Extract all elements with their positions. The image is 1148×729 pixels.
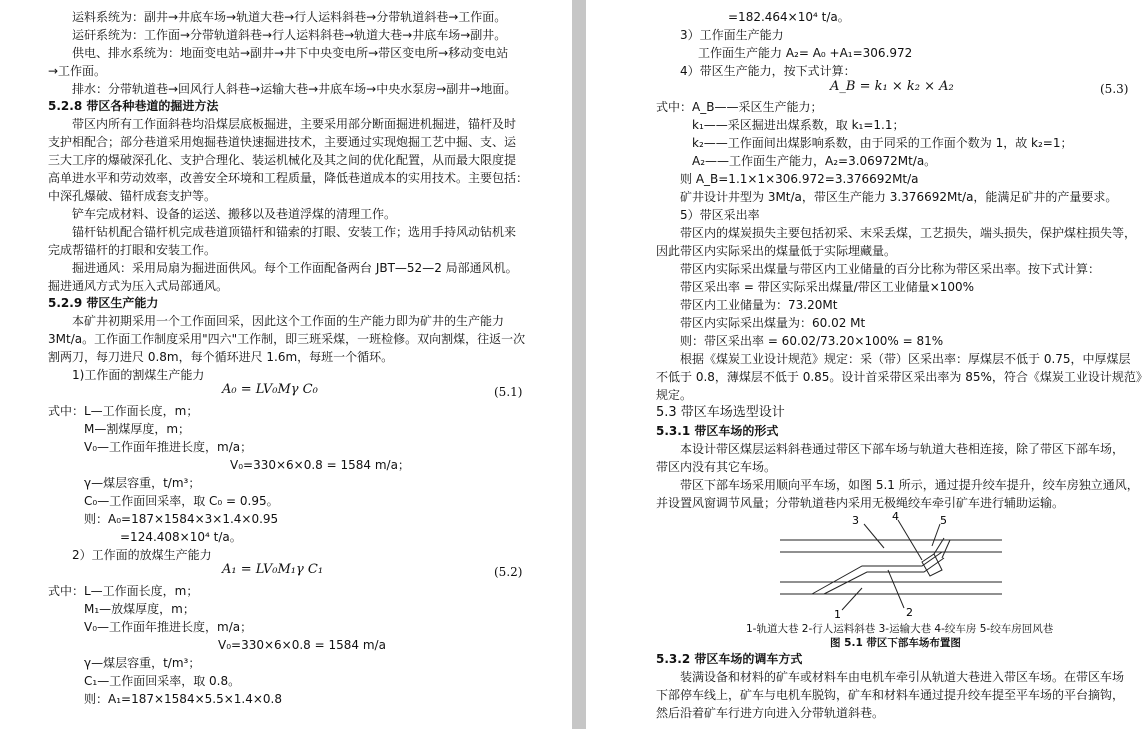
leader-line <box>842 588 862 610</box>
text-line: V₀=330×6×0.8 = 1584 m/a <box>218 638 386 652</box>
text-line: A₂——工作面生产能力，A₂=3.06972Mt/a。 <box>692 154 937 168</box>
text-line: 割两刀，每刀进尺 0.8m，每个循环进尺 1.6m，每班一个循环。 <box>48 350 394 364</box>
text-line: 5）带区采出率 <box>680 208 760 222</box>
text-line: 带区内的煤炭损失主要包括初采、末采丢煤，工艺损失，端头损失，保护煤柱损失等， <box>680 226 1137 240</box>
text-line: M₁—放煤厚度，m； <box>84 602 195 616</box>
figure-label: 4 <box>892 510 899 523</box>
equation-number: (5.1) <box>494 385 523 399</box>
text-line: 本设计带区煤层运料斜巷通过带区下部车场与轨道大巷相连接，除了带区下部车场， <box>680 442 1125 456</box>
text-line: 排水：分带轨道巷→回风行人斜巷→运输大巷→井底车场→中央水泵房→副井→地面。 <box>72 82 517 96</box>
right-page <box>586 0 1148 729</box>
text-line: 带区内所有工作面斜巷均沿煤层底板掘进，主要采用部分断面掘进机掘进，锚杆及时 <box>72 117 517 131</box>
text-line: 供电、排水系统为：地面变电站→副井→井下中央变电所→带区变电所→移动变电站 <box>72 46 509 60</box>
text-line: 下部停车线上，矿车与电机车脱钩，矿车和材料车通过提升绞车提至平车场的平台摘钩， <box>656 688 1125 702</box>
winch-room <box>922 554 942 576</box>
text-line: 带区内实际采出煤量与带区内工业储量的百分比称为带区采出率。按下式计算： <box>680 262 1101 276</box>
text-line: 4）带区生产能力，按下式计算： <box>680 64 856 78</box>
text-line: 三大工序的爆破深孔化、支护合理化、装运机械化及其之间的优化配置，从而最大限度提 <box>48 153 517 167</box>
text-line: 3Mt/a。工作面工作制度采用"四六"工作制，即三班采煤，一班检修。双向割煤，往返一次 <box>48 332 526 346</box>
figure-label: 2 <box>906 606 913 619</box>
formula-5-1: A₀ = LV₀Mγ C₀ <box>222 382 318 397</box>
left-page <box>0 0 572 729</box>
figure-legend: 1-轨道大巷 2-行人运料斜巷 3-运输大巷 4-绞车房 5-绞车房回风巷 <box>746 623 1054 635</box>
text-line: 则：带区采出率 = 60.02/73.20×100% = 81% <box>680 334 944 348</box>
text-line: M—割煤厚度，m； <box>84 422 191 436</box>
text-line: γ—煤层容重，t/m³； <box>84 656 201 670</box>
formula-5-2: A₁ = LV₀M₁γ C₁ <box>222 562 324 577</box>
text-line: 1)工作面的割煤生产能力 <box>72 368 205 382</box>
text-line: 根据《煤炭工业设计规范》规定：采（带）区采出率：厚煤层不低于 0.75，中厚煤层 <box>680 352 1131 366</box>
text-line: 不低于 0.8，薄煤层不低于 0.85。设计首采带区采出率为 85%，符合《煤炭工业设计规范》 <box>656 370 1148 384</box>
text-line: 装满设备和材料的矿车或材料车由电机车牵引从轨道大巷进入带区车场。在带区车场 <box>680 670 1125 684</box>
figure-caption: 图 5.1 带区下部车场布置图 <box>830 637 961 649</box>
section-heading: 5.3 带区车场选型设计 <box>656 405 785 420</box>
text-line: 本矿井初期采用一个工作面回采，因此这个工作面的生产能力即为矿井的生产能力 <box>72 314 505 328</box>
text-line: C₀—工作面回采率，取 C₀ = 0.95。 <box>84 494 279 508</box>
text-line: V₀—工作面年推进长度，m/a； <box>84 440 253 454</box>
section-heading: 5.3.1 带区车场的形式 <box>656 424 779 438</box>
text-line: 式中：L—工作面长度，m； <box>48 584 199 598</box>
text-line: 带区内实际采出煤量为：60.02 Mt <box>680 316 866 330</box>
text-line: 高单进水平和劳动效率，改善安全环境和工程质量，降低巷道成本的实用技术。主要包括： <box>48 171 529 185</box>
leader-line <box>864 524 884 548</box>
text-line: γ—煤层容重，t/m³； <box>84 476 201 490</box>
text-line: =124.408×10⁴ t/a。 <box>120 530 242 544</box>
text-line: 并设置风窗调节风量；分带轨道巷内采用无极绳绞车牵引矿车进行辅助运输。 <box>656 496 1065 510</box>
figure-label: 5 <box>940 514 947 527</box>
figure-5-1-diagram <box>772 510 1012 620</box>
text-line: V₀—工作面年推进长度，m/a； <box>84 620 253 634</box>
text-line: 掘进通风方式为压入式局部通风。 <box>48 279 229 293</box>
text-line: k₂——工作面间出煤影响系数，由于同采的工作面个数为 1，故 k₂=1； <box>692 136 1073 150</box>
text-line: 带区下部车场采用顺向平车场，如图 5.1 所示，通过提升绞车提升，绞车房独立通风， <box>680 478 1139 492</box>
text-line: C₁—工作面回采率，取 0.8。 <box>84 674 241 688</box>
equation-number: (5.3) <box>1100 82 1129 96</box>
text-line: 运料系统为：副井→井底车场→轨道大巷→行人运料斜巷→分带轨道斜巷→工作面。 <box>72 10 507 24</box>
text-line: 矿井设计井型为 3Mt/a，带区生产能力 3.376692Mt/a，能满足矿井的产量要求。 <box>680 190 1118 204</box>
formula-5-3: A_B = k₁ × k₂ × A₂ <box>830 79 954 94</box>
text-line: 工作面生产能力 A₂= A₀ +A₁=306.972 <box>698 46 913 60</box>
leader-line <box>888 570 904 608</box>
text-line: →工作面。 <box>48 64 107 78</box>
text-line: 运矸系统为：工作面→分带轨道斜巷→行人运料斜巷→轨道大巷→井底车场→副井。 <box>72 28 507 42</box>
text-line: 带区采出率 = 带区实际采出煤量/带区工业储量×100% <box>680 280 975 294</box>
equation-number: (5.2) <box>494 565 523 579</box>
text-line: =182.464×10⁴ t/a。 <box>728 10 850 24</box>
text-line: 式中：L—工作面长度，m； <box>48 404 199 418</box>
text-line: 则：A₀=187×1584×3×1.4×0.95 <box>84 512 279 526</box>
text-line: V₀=330×6×0.8 = 1584 m/a； <box>230 458 410 472</box>
winch-room-airway <box>942 540 950 558</box>
text-line: k₁——采区掘进出煤系数，取 k₁=1.1； <box>692 118 905 132</box>
figure-label: 3 <box>852 514 859 527</box>
text-line: 中深孔爆破、锚杆成套支护等。 <box>48 189 217 203</box>
text-line: 规定。 <box>656 388 693 402</box>
text-line: 2）工作面的放煤生产能力 <box>72 548 212 562</box>
text-line: 锚杆钻机配合锚杆机完成巷道顶锚杆和锚索的打眼、安装工作；选用手持风动钻机来 <box>72 225 517 239</box>
text-line: 则：A₁=187×1584×5.5×1.4×0.8 <box>84 692 282 706</box>
text-line: 带区内工业储量为：73.20Mt <box>680 298 838 312</box>
leader-line <box>932 524 940 546</box>
text-line: 带区内没有其它车场。 <box>656 460 777 474</box>
section-heading: 5.2.9 带区生产能力 <box>48 296 159 310</box>
text-line: 则 A_B=1.1×1×306.972=3.376692Mt/a <box>680 172 919 186</box>
text-line: 铲车完成材料、设备的运送、搬移以及巷道浮煤的清理工作。 <box>72 207 397 221</box>
section-heading: 5.3.2 带区车场的调车方式 <box>656 652 803 666</box>
text-line: 然后沿着矿车行进方向进入分带轨道斜巷。 <box>656 706 885 720</box>
page-gap <box>572 0 586 729</box>
incline-roadway <box>812 552 942 594</box>
text-line: 式中：A_B——采区生产能力； <box>656 100 823 114</box>
text-line: 完成帮锚杆的打眼和安装工作。 <box>48 243 217 257</box>
figure-label: 1 <box>834 608 841 620</box>
text-line: 3）工作面生产能力 <box>680 28 784 42</box>
text-line: 支护相配合；部分巷道采用炮掘巷道快速掘进技术，主要通过实现炮掘工艺中掘、支、运 <box>48 135 517 149</box>
section-heading: 5.2.8 带区各种巷道的掘进方法 <box>48 99 219 113</box>
text-line: 掘进通风：采用局扇为掘进面供风。每个工作面配备两台 JBT—52—2 局部通风机。 <box>72 261 518 275</box>
text-line: 因此带区内实际采出的煤量低于实际埋藏量。 <box>656 244 897 258</box>
